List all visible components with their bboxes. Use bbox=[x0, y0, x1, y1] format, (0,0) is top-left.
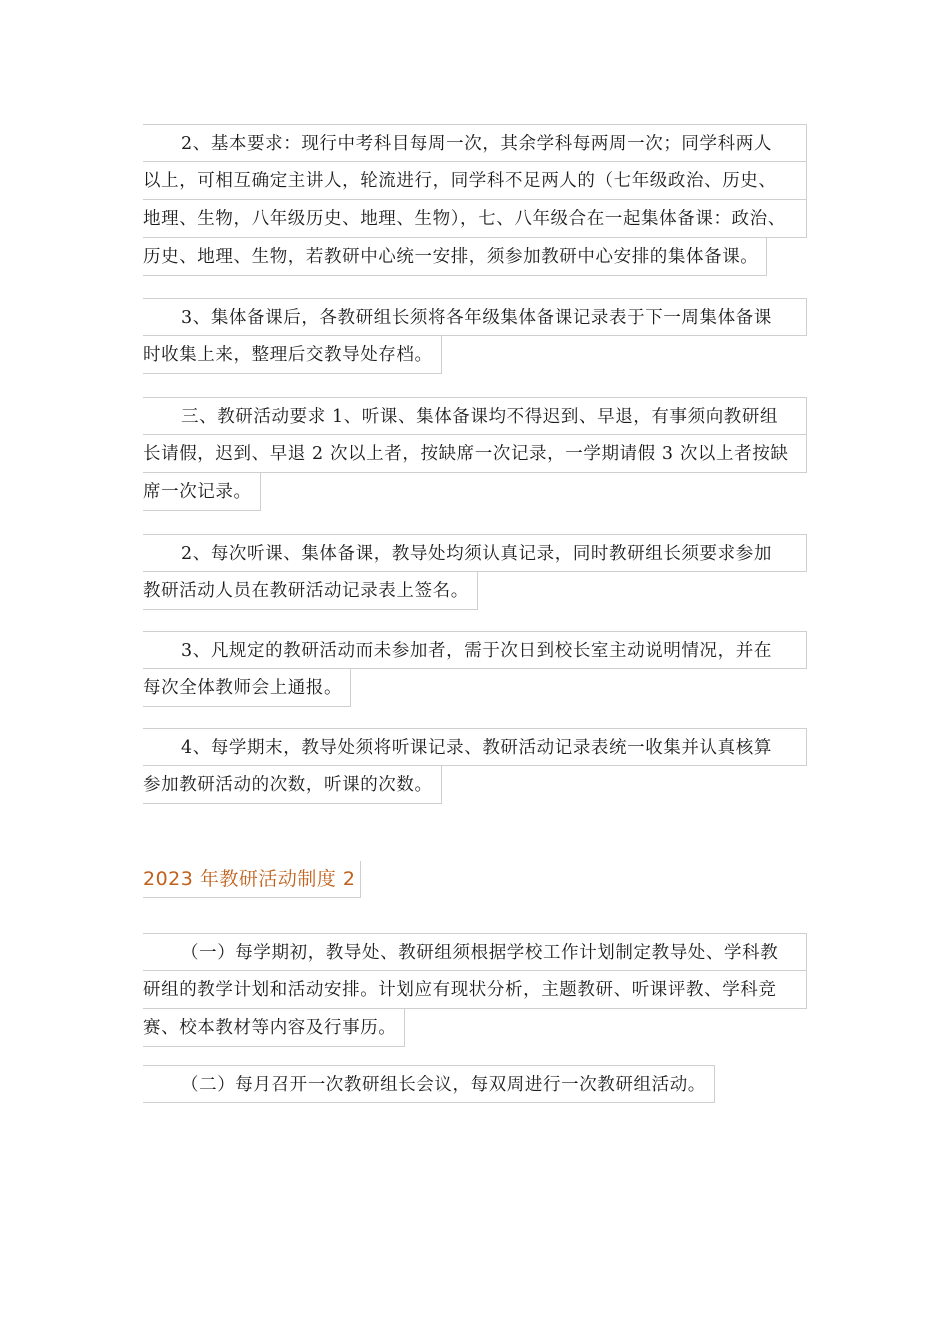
paragraph-line: 时收集上来，整理后交教导处存档。 bbox=[143, 336, 442, 374]
paragraph-absence-rule bbox=[143, 631, 807, 707]
paragraph-basic-requirements bbox=[143, 124, 807, 276]
paragraph-line: （一）每学期初，教导处、教研组须根据学校工作计划制定教导处、学科教 bbox=[143, 933, 807, 971]
paragraph-line: 席一次记录。 bbox=[143, 473, 261, 511]
paragraph-line: 3、凡规定的教研活动而未参加者，需于次日到校长室主动说明情况，并在 bbox=[143, 631, 807, 669]
paragraph-line: （二）每月召开一次教研组长会议，每双周进行一次教研组活动。 bbox=[143, 1065, 715, 1103]
paragraph-collective-prep bbox=[143, 298, 807, 374]
paragraph-line: 4、每学期末，教导处须将听课记录、教研活动记录表统一收集并认真核算 bbox=[143, 728, 807, 766]
paragraph-activity-requirements bbox=[143, 397, 807, 511]
paragraph-term-plan bbox=[143, 933, 807, 1047]
paragraph-line: 2、基本要求：现行中考科目每周一次，其余学科每两周一次；同学科两人 bbox=[143, 124, 807, 162]
paragraph-term-end bbox=[143, 728, 807, 804]
section-heading: 2023 年教研活动制度 2 bbox=[143, 861, 361, 898]
paragraph-line: 2、每次听课、集体备课，教导处均须认真记录，同时教研组长须要求参加 bbox=[143, 534, 807, 572]
paragraph-line: 三、教研活动要求 1、听课、集体备课均不得迟到、早退，有事须向教研组 bbox=[143, 397, 807, 435]
paragraph-attendance-record bbox=[143, 534, 807, 610]
paragraph-line: 地理、生物，八年级历史、地理、生物），七、八年级合在一起集体备课：政治、 bbox=[143, 200, 807, 238]
paragraph-monthly-meeting bbox=[143, 1065, 807, 1103]
paragraph-line: 3、集体备课后，各教研组长须将各年级集体备课记录表于下一周集体备课 bbox=[143, 298, 807, 336]
paragraph-line: 以上，可相互确定主讲人，轮流进行，同学科不足两人的（七年级政治、历史、 bbox=[143, 162, 807, 200]
paragraph-line: 长请假，迟到、早退 2 次以上者，按缺席一次记录，一学期请假 3 次以上者按缺 bbox=[143, 435, 807, 473]
paragraph-line: 每次全体教师会上通报。 bbox=[143, 669, 351, 707]
paragraph-line: 参加教研活动的次数，听课的次数。 bbox=[143, 766, 442, 804]
paragraph-line: 教研活动人员在教研活动记录表上签名。 bbox=[143, 572, 478, 610]
paragraph-line: 研组的教学计划和活动安排。计划应有现状分析，主题教研、听课评教、学科竞 bbox=[143, 971, 807, 1009]
paragraph-line: 历史、地理、生物，若教研中心统一安排，须参加教研中心安排的集体备课。 bbox=[143, 238, 767, 276]
paragraph-line: 赛、校本教材等内容及行事历。 bbox=[143, 1009, 405, 1047]
